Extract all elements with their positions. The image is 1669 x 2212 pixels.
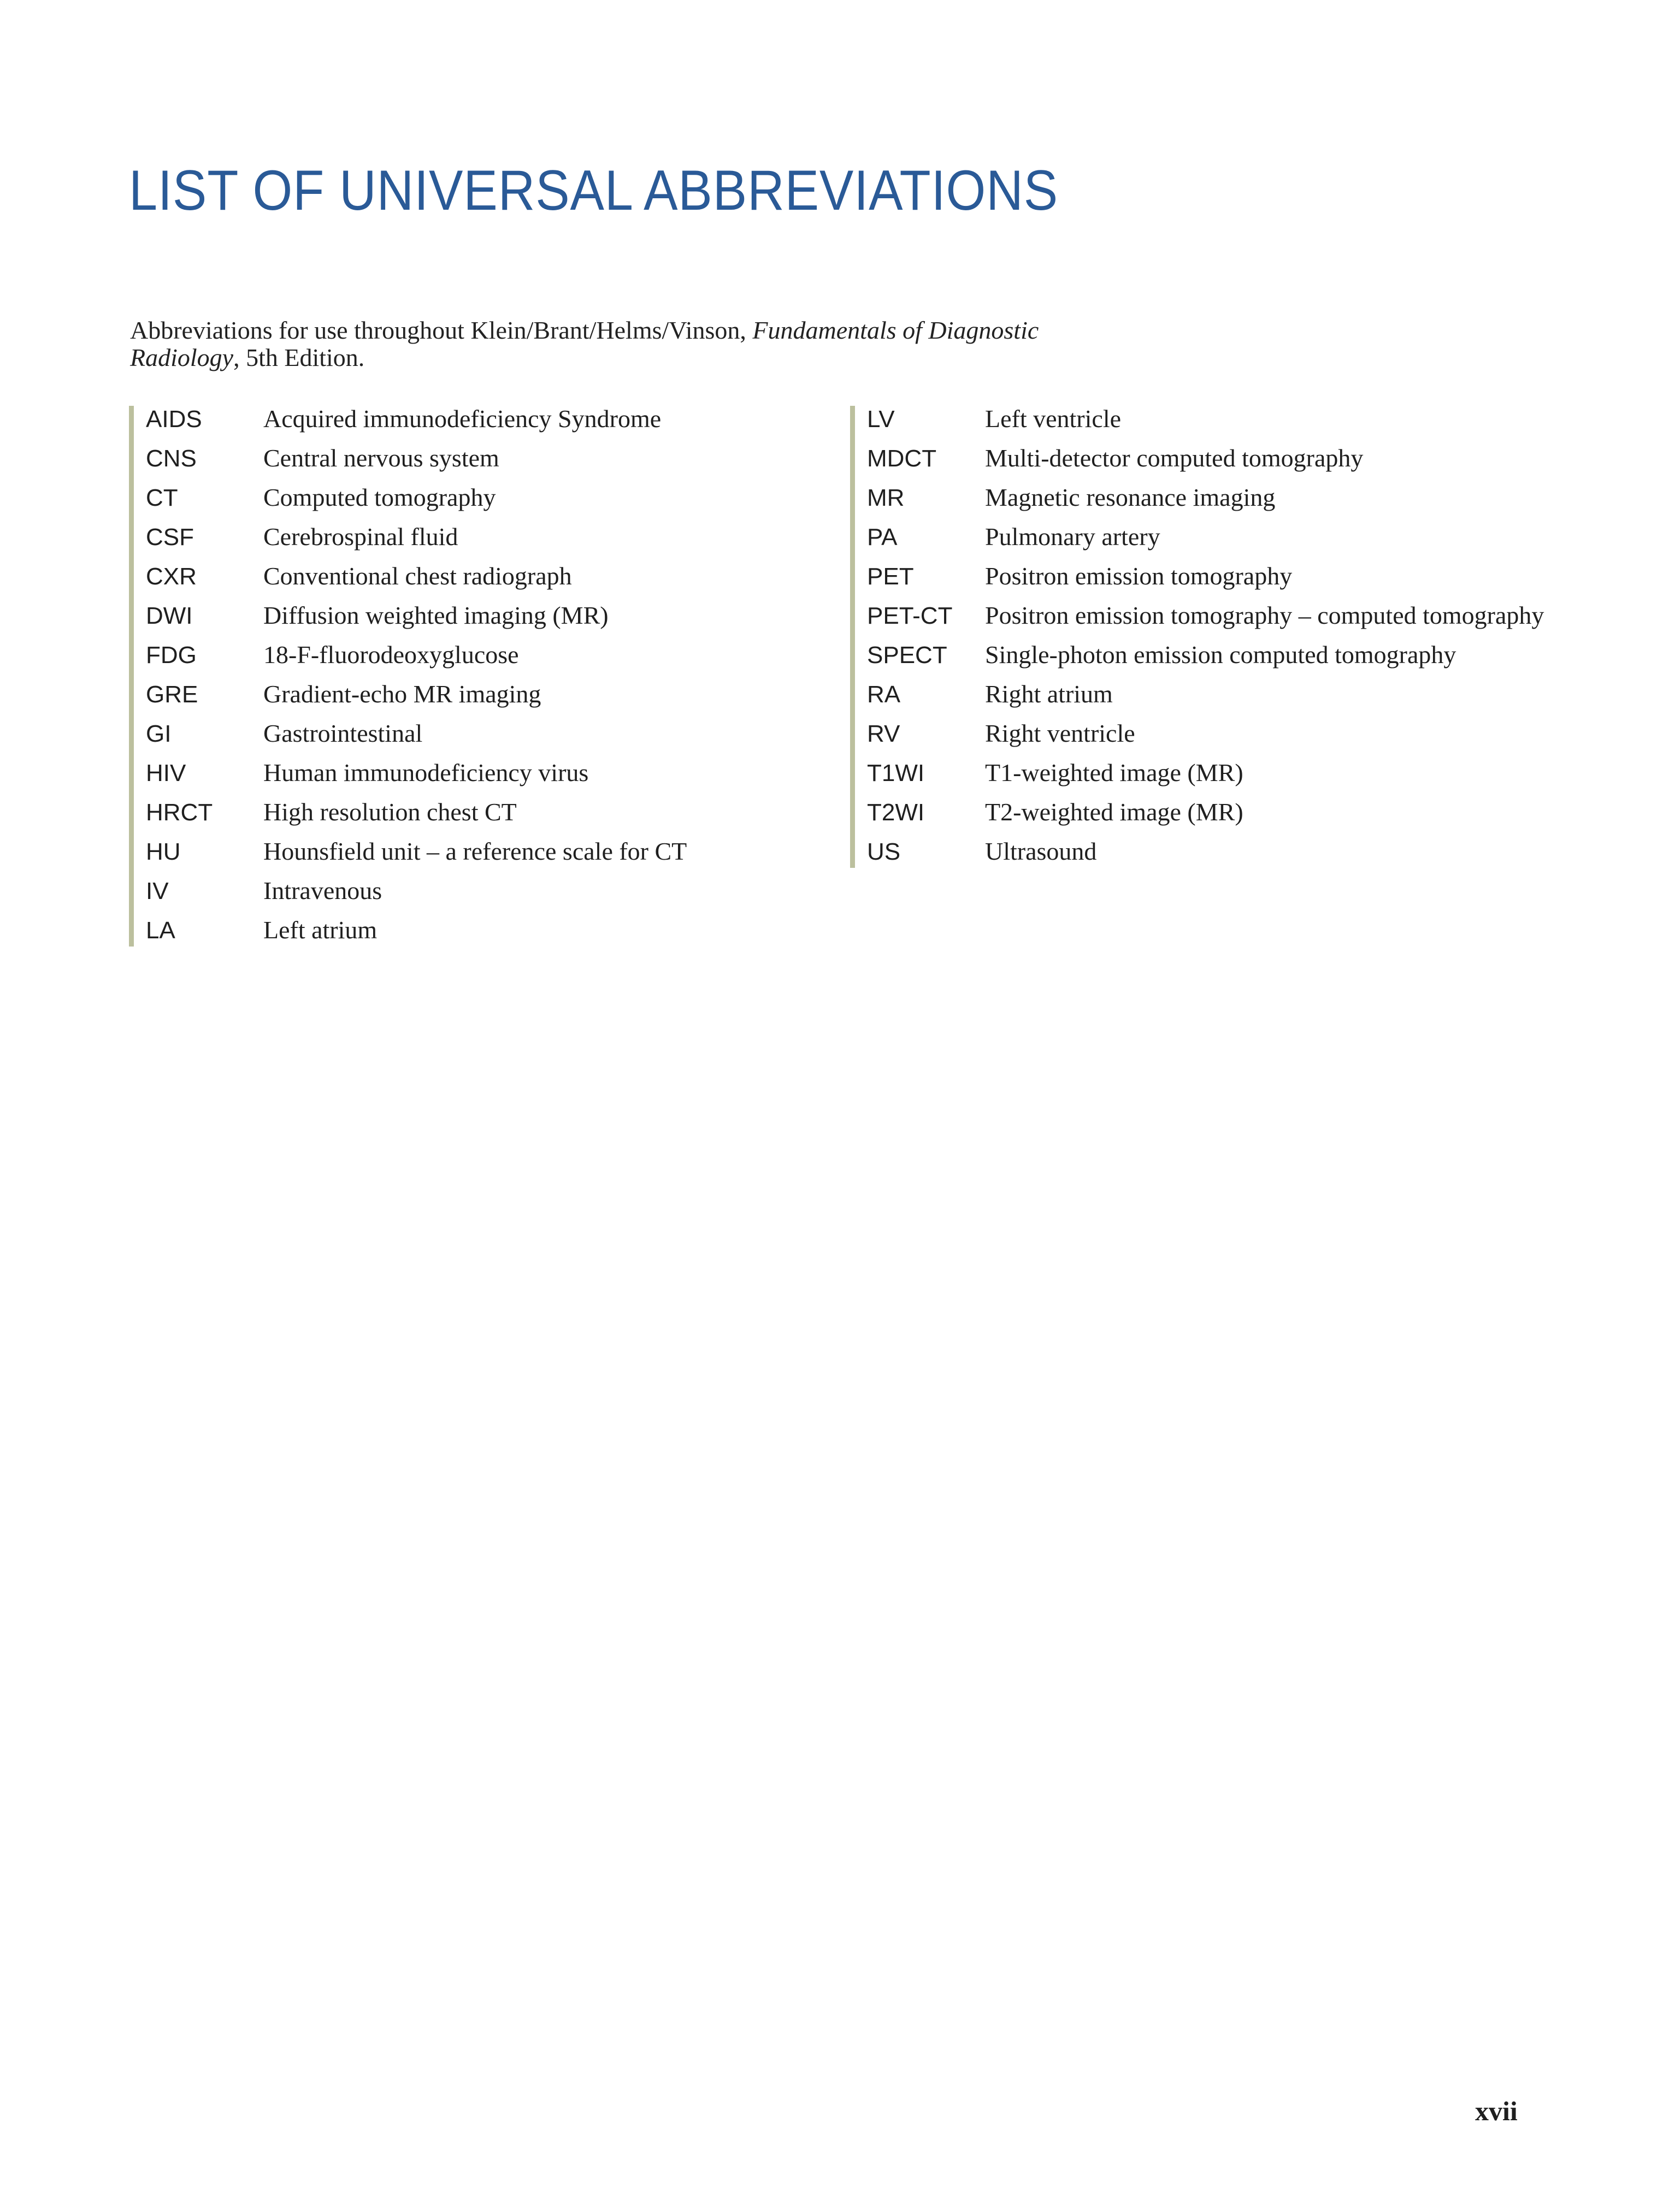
intro-paragraph <box>130 317 1059 371</box>
abbreviation: MDCT <box>867 445 937 472</box>
abbreviation-entry <box>867 799 1560 838</box>
abbreviation-definition: Multi-detector computed tomography <box>985 444 1364 472</box>
abbreviation-column-left <box>129 406 839 947</box>
abbreviation-entry <box>867 720 1560 760</box>
abbreviation-entry <box>146 524 839 563</box>
abbreviation-entry <box>146 760 839 799</box>
abbreviation-entry <box>146 720 839 760</box>
abbreviation-definition: Positron emission tomography <box>985 562 1293 590</box>
abbreviation-entry <box>146 406 839 445</box>
abbreviation-entry <box>146 563 839 602</box>
abbreviation-entry <box>867 642 1560 681</box>
abbreviation-definition: T1-weighted image (MR) <box>985 759 1243 786</box>
abbreviation-definition: Computed tomography <box>263 483 496 511</box>
abbreviation: FDG <box>146 642 197 669</box>
abbreviation-entry <box>867 838 1560 868</box>
abbreviation-definition: Cerebrospinal fluid <box>263 523 458 551</box>
abbreviation: PA <box>867 524 898 551</box>
abbreviation-definition: Conventional chest radiograph <box>263 562 572 590</box>
abbreviation-entry <box>867 681 1560 720</box>
abbreviation: T2WI <box>867 799 925 826</box>
abbreviation: SPECT <box>867 642 947 669</box>
abbreviation: GI <box>146 720 172 747</box>
abbreviation-definition: Diffusion weighted imaging (MR) <box>263 601 609 629</box>
abbreviation: CNS <box>146 445 197 472</box>
abbreviation-entry <box>146 445 839 484</box>
abbreviation-definition: Right ventricle <box>985 719 1135 747</box>
abbreviation-definition: Gastrointestinal <box>263 719 423 747</box>
page-title: LIST OF UNIVERSAL ABBREVIATIONS <box>129 159 1059 222</box>
abbreviation-entry <box>146 642 839 681</box>
abbreviation: HRCT <box>146 799 213 826</box>
abbreviation-definition: Human immunodeficiency virus <box>263 759 589 786</box>
abbreviation-entry <box>146 799 839 838</box>
abbreviation-definition: Ultrasound <box>985 837 1097 865</box>
abbreviation: MR <box>867 484 905 511</box>
abbreviation: T1WI <box>867 760 925 786</box>
page-number: xvii <box>1475 2096 1518 2126</box>
abbreviation: US <box>867 838 901 865</box>
abbreviation: HU <box>146 838 181 865</box>
abbreviation-entry <box>146 602 839 642</box>
abbreviation-definition: Magnetic resonance imaging <box>985 483 1276 511</box>
abbreviation-entry <box>867 484 1560 524</box>
abbreviation: CT <box>146 484 178 511</box>
abbreviation-entry <box>146 917 839 947</box>
abbreviation: CXR <box>146 563 197 590</box>
abbreviation: PET <box>867 563 914 590</box>
abbreviation-entry <box>867 760 1560 799</box>
abbreviation: GRE <box>146 681 198 708</box>
abbreviation-column-right <box>850 406 1560 868</box>
abbreviation-definition: Right atrium <box>985 680 1113 708</box>
abbreviation-definition: T2-weighted image (MR) <box>985 798 1243 826</box>
abbreviation-definition: Positron emission tomography – computed tomography <box>985 601 1544 629</box>
abbreviation-definition: Intravenous <box>263 877 382 904</box>
abbreviation-entry <box>867 406 1560 445</box>
abbreviation-definition: Acquired immunodeficiency Syndrome <box>263 405 662 433</box>
abbreviation: RV <box>867 720 900 747</box>
abbreviation-entry <box>146 838 839 878</box>
abbreviation-entry <box>867 445 1560 484</box>
abbreviation-entry <box>146 681 839 720</box>
abbreviation: DWI <box>146 602 193 629</box>
abbreviation-definition: Hounsfield unit – a reference scale for CT <box>263 837 687 865</box>
abbreviation-definition: Left atrium <box>263 916 378 944</box>
abbreviation: LV <box>867 406 895 433</box>
abbreviation-entry <box>867 524 1560 563</box>
abbreviation: IV <box>146 878 169 904</box>
abbreviation: AIDS <box>146 406 202 433</box>
abbreviation: RA <box>867 681 901 708</box>
abbreviation-entry <box>146 878 839 917</box>
abbreviation-definition: Central nervous system <box>263 444 499 472</box>
abbreviation: LA <box>146 917 175 944</box>
intro-book-title: Fundamentals of Diagnostic Radiology <box>130 316 1039 371</box>
abbreviation-entry <box>867 602 1560 642</box>
abbreviation: PET-CT <box>867 602 953 629</box>
abbreviation-definition: Pulmonary artery <box>985 523 1160 551</box>
abbreviation-entry <box>146 484 839 524</box>
intro-suffix: , 5th Edition. <box>233 344 365 371</box>
abbreviation-definition: Single-photon emission computed tomography <box>985 641 1456 669</box>
intro-prefix: Abbreviations for use throughout Klein/Brant/Helms/Vinson, <box>130 316 753 344</box>
abbreviation-definition: Left ventricle <box>985 405 1122 433</box>
abbreviation-definition: 18-F-fluorodeoxyglucose <box>263 641 519 669</box>
abbreviation: CSF <box>146 524 194 551</box>
abbreviation: HIV <box>146 760 186 786</box>
abbreviation-definition: High resolution chest CT <box>263 798 517 826</box>
abbreviation-entry <box>867 563 1560 602</box>
abbreviation-definition: Gradient-echo MR imaging <box>263 680 541 708</box>
